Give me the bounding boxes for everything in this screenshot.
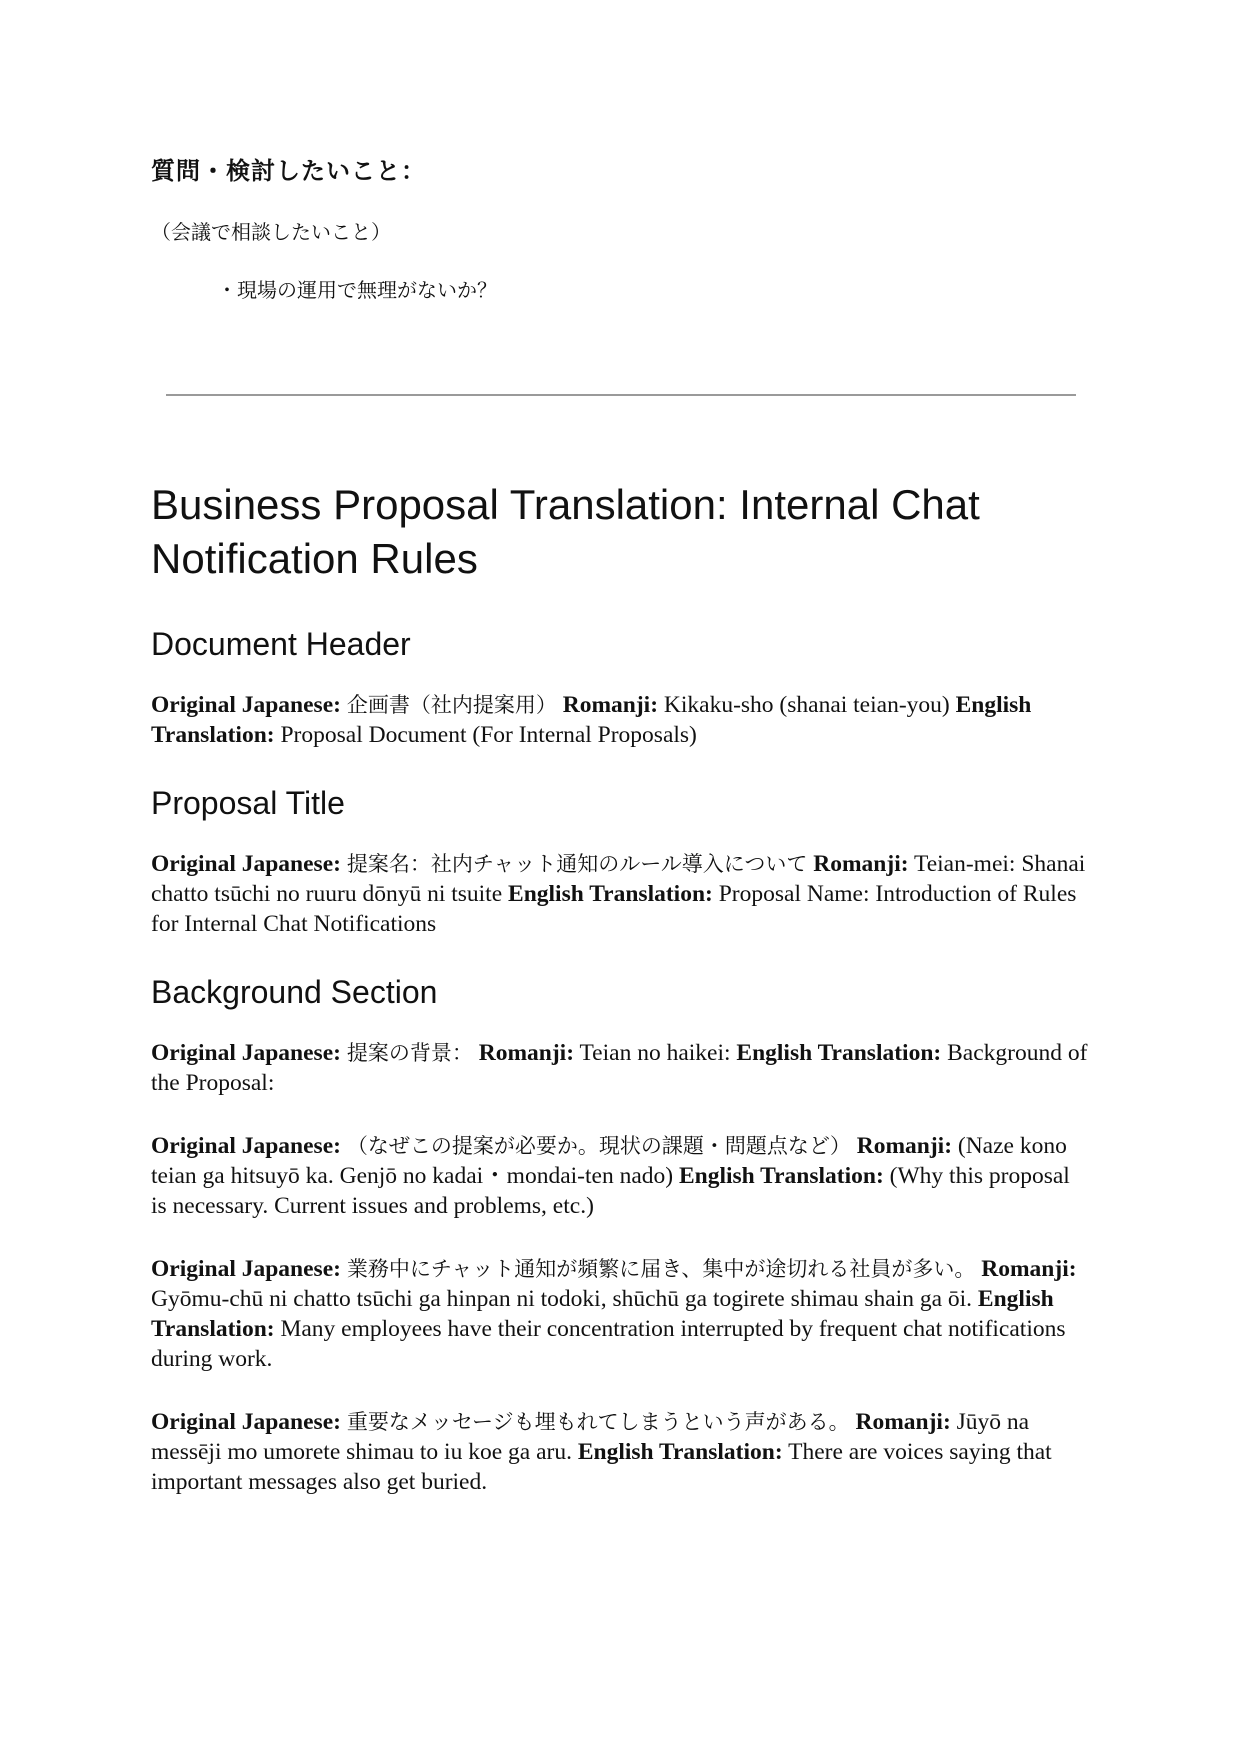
romanji-text: Gyōmu-chū ni chatto tsūchi ga hinpan ni todoki, shūchū ga togirete shimau shain ga ōi. [151, 1286, 973, 1312]
horizontal-divider [166, 394, 1076, 396]
original-label: Original Japanese: [151, 851, 341, 877]
translation-entry [151, 1038, 1091, 1098]
original-japanese-text: 企画書（社内提案用） [346, 693, 557, 717]
original-label: Original Japanese: [151, 692, 341, 718]
english-text: (Why this proposal is necessary. Current issues and problems, etc.) [151, 1163, 1070, 1219]
section-heading-proposal-title: Proposal Title [151, 785, 345, 821]
section-heading-document-header: Document Header [151, 626, 411, 662]
original-label: Original Japanese: [151, 1409, 341, 1435]
romanji-label: Romanji: [478, 1040, 575, 1066]
english-text: There are voices saying that important messages also get buried. [151, 1439, 1052, 1495]
section-heading-background: Background Section [151, 974, 438, 1010]
english-label: English Translation: [151, 1286, 1054, 1342]
english-text: Background of the Proposal: [151, 1040, 1088, 1096]
translation-entry [151, 1407, 1091, 1497]
questions-heading: 質問・検討したいこと： [151, 157, 426, 185]
english-label: English Translation: [508, 881, 713, 907]
english-label: English Translation: [736, 1040, 942, 1066]
translation-document [151, 478, 1091, 1530]
original-japanese-text: 提案名：社内チャット通知のルール導入について [346, 852, 808, 876]
romanji-label: Romanji: [562, 692, 659, 718]
romanji-text: Teian no haikei: [579, 1040, 731, 1066]
questions-bullet-item: ・現場の運用で無理がないか？ [217, 278, 497, 302]
english-label: English Translation: [678, 1163, 884, 1189]
original-japanese-text: 重要なメッセージも埋もれてしまうという声がある。 [346, 1410, 850, 1434]
english-text: Proposal Document (For Internal Proposals) [280, 722, 697, 748]
english-text: Proposal Name: Introduction of Rules for Internal Chat Notifications [151, 881, 1077, 937]
romanji-label: Romanji: [855, 1409, 951, 1435]
document-title: Business Proposal Translation: Internal Chat Notification Rules [151, 481, 980, 582]
original-label: Original Japanese: [151, 1256, 341, 1282]
english-label: English Translation: [577, 1439, 783, 1465]
original-japanese-text: （なぜこの提案が必要か。現状の課題・問題点など） [346, 1134, 851, 1158]
original-label: Original Japanese: [151, 1133, 341, 1159]
original-japanese-text: 業務中にチャット通知が頻繁に届き、集中が途切れる社員が多い。 [346, 1257, 976, 1281]
romanji-text: Kikaku-sho (shanai teian-you) [663, 692, 950, 718]
translation-entry [151, 1254, 1091, 1374]
translation-entry [151, 849, 1091, 939]
romanji-text: Teian-mei: Shanai chatto tsūchi no ruuru dōnyū ni tsuite [151, 851, 1086, 907]
original-label: Original Japanese: [151, 1040, 341, 1066]
translation-entry [151, 1131, 1091, 1221]
questions-note: （会議で相談したいこと） [151, 220, 391, 244]
romanji-label: Romanji: [981, 1256, 1077, 1282]
translation-entry [151, 690, 1091, 750]
romanji-text: (Naze kono teian ga hitsuyō ka. Genjō no kadai・mondai-ten nado) [151, 1133, 1067, 1189]
english-label: English Translation: [151, 692, 1032, 748]
romanji-label: Romanji: [813, 851, 909, 877]
original-japanese-text: 提案の背景： [346, 1041, 473, 1065]
romanji-text: Jūyō na messēji mo umorete shimau to iu koe ga aru. [151, 1409, 1030, 1465]
english-text: Many employees have their concentration interrupted by frequent chat notifications during work. [151, 1316, 1066, 1372]
romanji-label: Romanji: [856, 1133, 953, 1159]
